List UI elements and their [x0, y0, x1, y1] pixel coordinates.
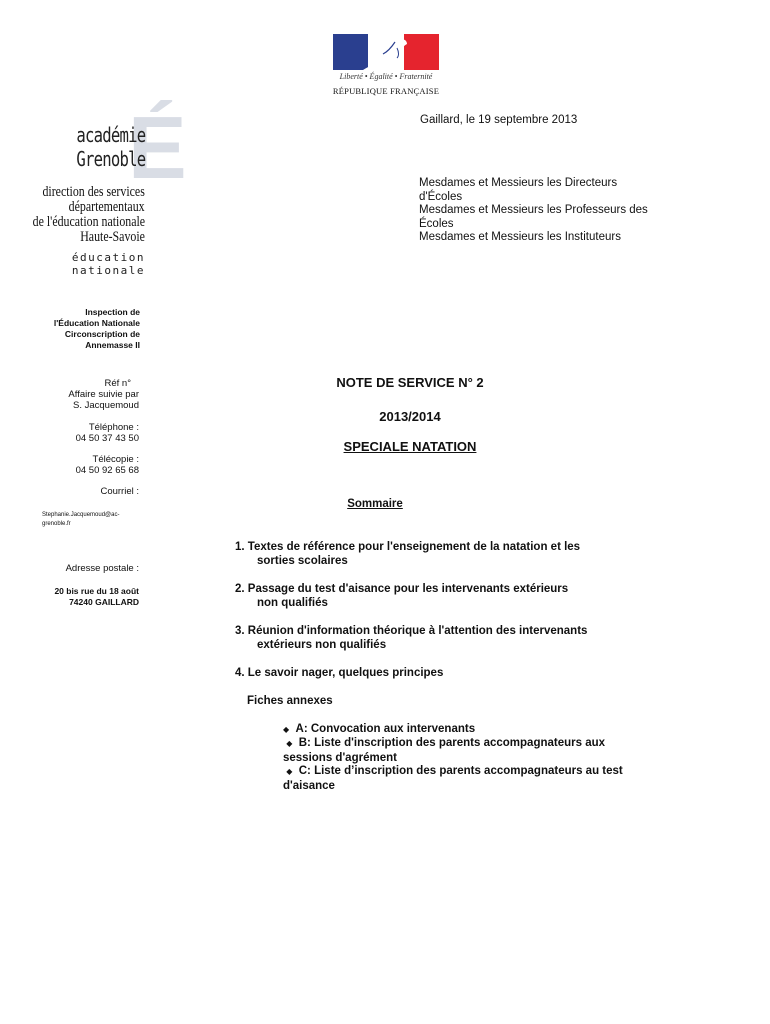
agent-name: S. Jacquemoud — [72, 400, 139, 411]
postal-label: Adresse postale : — [65, 563, 139, 574]
toc-line: sorties scolaires — [257, 555, 348, 567]
dsden-line: Haute-Savoie — [80, 229, 145, 245]
email-label: Courriel : — [100, 486, 139, 497]
recipient-line: Écoles — [419, 217, 454, 230]
recipient-line: d'Écoles — [419, 190, 463, 203]
email-line: Stephanie.Jacquemoud@ac- — [42, 512, 120, 518]
motto: Liberté • Égalité • Fraternité — [339, 72, 433, 81]
address-line: 20 bis rue du 18 août — [54, 586, 139, 596]
education-line: nationale — [71, 264, 145, 277]
annex-item — [283, 764, 683, 793]
annex-line: A: Convocation aux intervenants — [295, 723, 476, 735]
fax-label: Télécopie : — [92, 454, 139, 465]
dsden-line: de l'éducation nationale — [32, 214, 145, 230]
diamond-bullet-icon: ◆ — [286, 739, 293, 748]
affaire-label: Affaire suivie par — [68, 389, 139, 400]
annex-line: C: Liste d’inscription des parents accompagnateurs au test — [298, 765, 623, 777]
recipient-line: Mesdames et Messieurs les Instituteurs — [419, 231, 621, 243]
dsden-line: départementaux — [69, 199, 145, 215]
toc-line: 3. Réunion d'information théorique à l'attention des intervenants — [235, 625, 588, 637]
letter-date: Gaillard, le 19 septembre 2013 — [420, 114, 578, 126]
inspection-block — [20, 307, 140, 351]
toc-line: non qualifiés — [257, 597, 328, 609]
inspection-line: Circonscription de — [64, 329, 140, 339]
fax-number: 04 50 92 65 68 — [75, 465, 139, 476]
toc-line: extérieurs non qualifiés — [257, 639, 387, 651]
republique-francaise-logo — [333, 34, 439, 100]
recipient-line: Mesdames et Messieurs les Professeurs des — [419, 204, 648, 216]
recipients-block — [419, 177, 709, 245]
phone-block — [20, 422, 139, 444]
school-year: 2013/2014 — [379, 409, 441, 424]
academie-name-line2: Grenoble — [76, 147, 145, 171]
inspection-line: l'Éducation Nationale — [53, 318, 140, 328]
annex-item — [283, 722, 683, 737]
annex-line: d'aisance — [283, 780, 335, 792]
email-address[interactable] — [42, 511, 142, 529]
republic-label: RÉPUBLIQUE FRANÇAISE — [332, 86, 440, 96]
toc-item — [235, 666, 655, 680]
annexes-heading: Fiches annexes — [247, 695, 333, 707]
reference-block — [20, 378, 139, 411]
toc-item — [235, 624, 655, 652]
svg-text:É: É — [128, 100, 187, 190]
postal-address — [20, 586, 139, 608]
toc-item — [235, 540, 655, 568]
dsden-line: direction des services — [42, 184, 145, 200]
annex-line: B: Liste d'inscription des parents accompagnateurs aux — [298, 737, 606, 749]
email-line: grenoble.fr — [42, 521, 71, 527]
phone-number: 04 50 37 43 50 — [75, 433, 139, 444]
toc-line: 2. Passage du test d'aisance pour les intervenants extérieurs — [235, 583, 569, 595]
inspection-line: Inspection de — [85, 307, 140, 317]
academie-logo — [20, 95, 215, 280]
subject-title: SPECIALE NATATION — [343, 439, 477, 454]
diamond-bullet-icon: ◆ — [286, 767, 293, 776]
fax-block — [20, 454, 139, 476]
inspection-line: Annemasse II — [85, 340, 140, 350]
ref-label: Réf n° — [104, 378, 131, 389]
toc-item — [235, 582, 655, 610]
education-line: éducation — [71, 251, 145, 264]
address-line: 74240 GAILLARD — [69, 597, 139, 607]
annex-line: sessions d'agrément — [283, 752, 397, 764]
recipient-line: Mesdames et Messieurs les Directeurs — [419, 177, 618, 189]
summary-heading: Sommaire — [347, 498, 403, 510]
diamond-bullet-icon: ◆ — [283, 725, 290, 734]
marianne-flag-icon — [333, 34, 439, 70]
annex-item — [283, 736, 683, 765]
academie-name-line1: académie — [76, 123, 145, 147]
toc-line: 1. Textes de référence pour l'enseignement de la natation et les — [235, 541, 581, 553]
toc-line: 4. Le savoir nager, quelques principes — [235, 667, 444, 679]
phone-label: Téléphone : — [88, 422, 139, 433]
note-title: NOTE DE SERVICE N° 2 — [336, 375, 484, 390]
